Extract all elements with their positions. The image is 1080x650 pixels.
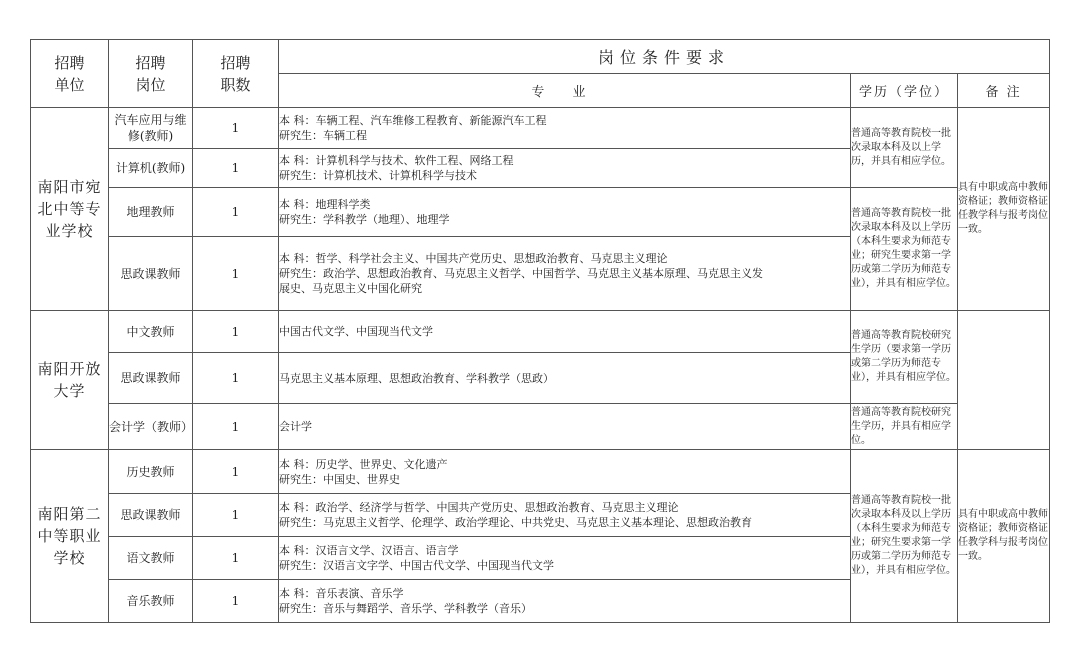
major-header: 专 业	[279, 74, 851, 108]
position-name: 会计学（教师）	[109, 404, 193, 450]
education-requirement: 普通高等教育院校研究生学历（要求第一学历或第二学历为师范专业），并具有相应学位。	[851, 311, 958, 404]
position-count: 1	[193, 188, 279, 237]
position-count: 1	[193, 450, 279, 494]
unit-name: 南阳开放大学	[31, 311, 109, 450]
major-requirement: 本 科：哲学、科学社会主义、中国共产党历史、思想政治教育、马克思主义理论 研究生：政治学、思想政治教育、马克思主义哲学、中国哲学、马克思主义基本原理、马克思主义发 展史、马克思主义中国化研究	[279, 237, 851, 311]
unit-name: 南阳第二中等职业学校	[31, 450, 109, 623]
table-row	[31, 188, 1050, 237]
major-requirement: 本 科：车辆工程、汽车维修工程教育、新能源汽车工程 研究生：车辆工程	[279, 108, 851, 149]
position-name: 思政课教师	[109, 353, 193, 404]
education-requirement: 普通高等教育院校一批次录取本科及以上学历（本科生要求为师范专业；研究生要求第一学历或第二学历为师范专业），并具有相应学位。	[851, 188, 958, 311]
major-requirement: 本 科：音乐表演、音乐学 研究生：音乐与舞蹈学、音乐学、学科教学（音乐）	[279, 580, 851, 623]
major-requirement: 本 科：汉语言文学、汉语言、语言学 研究生：汉语言文字学、中国古代文学、中国现当代文学	[279, 537, 851, 580]
education-header: 学历（学位）	[851, 74, 958, 108]
position-name: 汽车应用与维修(教师)	[109, 108, 193, 149]
unit-name: 南阳市宛北中等专业学校	[31, 108, 109, 311]
table-row	[31, 450, 1050, 494]
position-name: 思政课教师	[109, 237, 193, 311]
position-name: 语文教师	[109, 537, 193, 580]
education-requirement: 普通高等教育院校研究生学历，并具有相应学位。	[851, 404, 958, 450]
position-count: 1	[193, 353, 279, 404]
table-row	[31, 311, 1050, 353]
position-name: 计算机(教师)	[109, 149, 193, 188]
count-header: 招聘 职数	[193, 40, 279, 108]
position-header: 招聘 岗位	[109, 40, 193, 108]
major-requirement: 本 科：历史学、世界史、文化遗产 研究生：中国史、世界史	[279, 450, 851, 494]
note: 具有中职或高中教师资格证；教师资格证任教学科与报考岗位一致。	[958, 108, 1050, 311]
education-requirement: 普通高等教育院校一批次录取本科及以上学历，并具有相应学位。	[851, 108, 958, 188]
position-count: 1	[193, 237, 279, 311]
recruitment-table	[30, 39, 1050, 623]
notes-header: 备 注	[958, 74, 1050, 108]
unit-header: 招聘 单位	[31, 40, 109, 108]
position-name: 思政课教师	[109, 494, 193, 537]
position-name: 历史教师	[109, 450, 193, 494]
major-requirement: 本 科：计算机科学与技术、软件工程、网络工程 研究生：计算机技术、计算机科学与技术	[279, 149, 851, 188]
note-empty	[958, 311, 1050, 450]
position-count: 1	[193, 311, 279, 353]
position-name: 音乐教师	[109, 580, 193, 623]
position-count: 1	[193, 108, 279, 149]
education-requirement: 普通高等教育院校一批次录取本科及以上学历（本科生要求为师范专业；研究生要求第一学历或第二学历为师范专业），并具有相应学位。	[851, 450, 958, 623]
conditions-header: 岗位条件要求	[279, 40, 1050, 74]
major-requirement: 中国古代文学、中国现当代文学	[279, 311, 851, 353]
table-row	[31, 108, 1050, 149]
major-requirement: 马克思主义基本原理、思想政治教育、学科教学（思政）	[279, 353, 851, 404]
major-requirement: 本 科：政治学、经济学与哲学、中国共产党历史、思想政治教育、马克思主义理论 研究生：马克思主义哲学、伦理学、政治学理论、中共党史、马克思主义基本理论、思想政治教育	[279, 494, 851, 537]
major-requirement: 会计学	[279, 404, 851, 450]
position-name: 中文教师	[109, 311, 193, 353]
major-requirement: 本 科：地理科学类 研究生：学科教学（地理）、地理学	[279, 188, 851, 237]
position-count: 1	[193, 494, 279, 537]
table-row	[31, 404, 1050, 450]
position-name: 地理教师	[109, 188, 193, 237]
position-count: 1	[193, 149, 279, 188]
note: 具有中职或高中教师资格证；教师资格证任教学科与报考岗位一致。	[958, 450, 1050, 623]
position-count: 1	[193, 537, 279, 580]
position-count: 1	[193, 580, 279, 623]
position-count: 1	[193, 404, 279, 450]
